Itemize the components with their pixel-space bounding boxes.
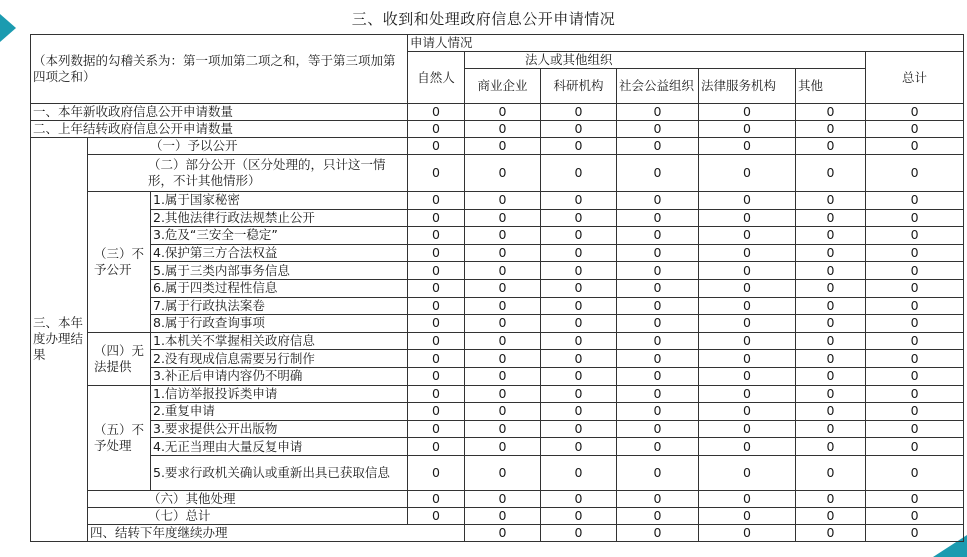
- value-cell: 0: [796, 121, 866, 138]
- value-cell: 0: [408, 155, 465, 192]
- value-cell: 0: [699, 507, 796, 524]
- row-label: 4.保护第三方合法权益: [151, 244, 408, 262]
- row-label: （一）予以公开: [88, 138, 408, 155]
- value-cell: 0: [541, 332, 617, 350]
- table-row: [31, 490, 964, 507]
- table-row: [31, 507, 964, 524]
- report-table: [30, 34, 964, 542]
- row-label: 二、上年结转政府信息公开申请数量: [31, 121, 408, 138]
- value-cell: 0: [408, 297, 465, 315]
- value-cell: 0: [866, 350, 964, 368]
- value-cell: 0: [465, 155, 541, 192]
- value-cell: 0: [866, 403, 964, 421]
- value-cell: 0: [699, 438, 796, 456]
- row-label: 2.其他法律行政法规禁止公开: [151, 209, 408, 227]
- value-cell: 0: [617, 455, 699, 490]
- value-cell: 0: [796, 138, 866, 155]
- value-cell: 0: [541, 121, 617, 138]
- table-row: [31, 209, 964, 227]
- table-row: [31, 332, 964, 350]
- group-label-not-processed: （五）不予处理: [88, 385, 151, 490]
- value-cell: 0: [465, 507, 541, 524]
- value-cell: 0: [408, 209, 465, 227]
- value-cell: 0: [699, 155, 796, 192]
- value-cell: 0: [866, 104, 964, 121]
- value-cell: 0: [541, 420, 617, 438]
- value-cell: 0: [408, 455, 465, 490]
- value-cell: 0: [465, 209, 541, 227]
- value-cell: 0: [866, 155, 964, 192]
- value-cell: 0: [617, 262, 699, 280]
- header-note: （本列数据的勾稽关系为：第一项加第二项之和，等于第三项加第四项之和）: [31, 35, 408, 104]
- value-cell: 0: [866, 438, 964, 456]
- value-cell: 0: [541, 490, 617, 507]
- value-cell: 0: [408, 279, 465, 297]
- value-cell: 0: [408, 315, 465, 333]
- value-cell: 0: [796, 455, 866, 490]
- value-cell: 0: [617, 403, 699, 421]
- value-cell: 0: [465, 438, 541, 456]
- value-cell: 0: [408, 385, 465, 403]
- table-row: [31, 297, 964, 315]
- value-cell: 0: [408, 403, 465, 421]
- value-cell: 0: [796, 367, 866, 385]
- value-cell: 0: [796, 315, 866, 333]
- value-cell: 0: [465, 244, 541, 262]
- value-cell: 0: [796, 227, 866, 245]
- value-cell: 0: [617, 524, 699, 541]
- row-label: 1.属于国家秘密: [151, 192, 408, 210]
- row-label: 5.要求行政机关确认或重新出具已获取信息: [151, 455, 408, 490]
- row-label: 4.无正当理由大量反复申请: [151, 438, 408, 456]
- value-cell: 0: [465, 490, 541, 507]
- value-cell: 0: [796, 262, 866, 280]
- value-cell: 0: [408, 262, 465, 280]
- value-cell: 0: [408, 138, 465, 155]
- value-cell: 0: [617, 244, 699, 262]
- value-cell: 0: [541, 367, 617, 385]
- value-cell: 0: [699, 315, 796, 333]
- value-cell: 0: [866, 524, 964, 541]
- value-cell: 0: [465, 455, 541, 490]
- row-label: 8.属于行政查询事项: [151, 315, 408, 333]
- value-cell: 0: [465, 227, 541, 245]
- row-label: 3.要求提供公开出版物: [151, 420, 408, 438]
- header-applicant: 申请人情况: [408, 35, 964, 52]
- value-cell: 0: [866, 507, 964, 524]
- table-row: [31, 385, 964, 403]
- value-cell: 0: [465, 262, 541, 280]
- value-cell: 0: [866, 121, 964, 138]
- value-cell: 0: [617, 155, 699, 192]
- table-row: [31, 438, 964, 456]
- value-cell: 0: [699, 121, 796, 138]
- value-cell: 0: [465, 279, 541, 297]
- value-cell: 0: [617, 420, 699, 438]
- value-cell: 0: [408, 227, 465, 245]
- value-cell: 0: [541, 350, 617, 368]
- row-label: 2.没有现成信息需要另行制作: [151, 350, 408, 368]
- value-cell: 0: [408, 350, 465, 368]
- value-cell: 0: [541, 155, 617, 192]
- table-row: [31, 192, 964, 210]
- value-cell: 0: [796, 192, 866, 210]
- table-row: [31, 227, 964, 245]
- value-cell: 0: [408, 244, 465, 262]
- header-natural-person: 自然人: [408, 52, 465, 104]
- value-cell: 0: [408, 367, 465, 385]
- value-cell: 0: [465, 332, 541, 350]
- value-cell: 0: [541, 455, 617, 490]
- value-cell: 0: [408, 507, 465, 524]
- header-legal-group: 法人或其他组织: [465, 52, 866, 69]
- value-cell: 0: [465, 297, 541, 315]
- value-cell: 0: [699, 104, 796, 121]
- value-cell: 0: [796, 524, 866, 541]
- table-row: [31, 524, 964, 541]
- header-col: 法律服务机构: [699, 69, 796, 104]
- value-cell: 0: [866, 332, 964, 350]
- value-cell: 0: [541, 507, 617, 524]
- value-cell: 0: [796, 438, 866, 456]
- value-cell: 0: [699, 385, 796, 403]
- value-cell: 0: [541, 262, 617, 280]
- value-cell: 0: [699, 403, 796, 421]
- row-label: 7.属于行政执法案卷: [151, 297, 408, 315]
- value-cell: 0: [617, 385, 699, 403]
- table-row: [31, 138, 964, 155]
- value-cell: 0: [699, 420, 796, 438]
- value-cell: 0: [617, 507, 699, 524]
- table-row: [31, 350, 964, 368]
- value-cell: 0: [541, 315, 617, 333]
- row-label: 3.危及“三安全一稳定”: [151, 227, 408, 245]
- value-cell: 0: [699, 490, 796, 507]
- value-cell: 0: [541, 403, 617, 421]
- value-cell: 0: [699, 332, 796, 350]
- value-cell: 0: [699, 244, 796, 262]
- value-cell: 0: [866, 227, 964, 245]
- value-cell: 0: [866, 490, 964, 507]
- value-cell: 0: [699, 209, 796, 227]
- value-cell: 0: [699, 192, 796, 210]
- value-cell: 0: [465, 403, 541, 421]
- value-cell: 0: [796, 490, 866, 507]
- value-cell: 0: [796, 350, 866, 368]
- row-label: （二）部分公开（区分处理的，只计这一情形，不计其他情形）: [88, 155, 408, 192]
- value-cell: 0: [796, 507, 866, 524]
- header-col: 商业企业: [465, 69, 541, 104]
- row-label: （六）其他处理: [88, 490, 408, 507]
- value-cell: 0: [866, 420, 964, 438]
- table-row: [31, 367, 964, 385]
- value-cell: 0: [617, 227, 699, 245]
- value-cell: 0: [541, 524, 617, 541]
- value-cell: 0: [617, 438, 699, 456]
- table-row: [31, 121, 964, 138]
- value-cell: 0: [541, 227, 617, 245]
- table-row: [31, 420, 964, 438]
- value-cell: 0: [699, 297, 796, 315]
- value-cell: 0: [465, 121, 541, 138]
- value-cell: 0: [796, 244, 866, 262]
- value-cell: 0: [617, 367, 699, 385]
- value-cell: 0: [408, 420, 465, 438]
- value-cell: 0: [408, 121, 465, 138]
- row-label: 3.补正后申请内容仍不明确: [151, 367, 408, 385]
- value-cell: 0: [465, 138, 541, 155]
- value-cell: 0: [541, 279, 617, 297]
- value-cell: 0: [866, 192, 964, 210]
- value-cell: 0: [408, 438, 465, 456]
- value-cell: 0: [465, 315, 541, 333]
- header-col: 其他: [796, 69, 866, 104]
- value-cell: 0: [465, 192, 541, 210]
- value-cell: 0: [465, 350, 541, 368]
- row-label: 2.重复申请: [151, 403, 408, 421]
- value-cell: 0: [796, 104, 866, 121]
- value-cell: 0: [699, 524, 796, 541]
- value-cell: 0: [617, 490, 699, 507]
- value-cell: 0: [796, 209, 866, 227]
- row-label: 1.本机关不掌握相关政府信息: [151, 332, 408, 350]
- value-cell: 0: [541, 192, 617, 210]
- value-cell: 0: [541, 244, 617, 262]
- value-cell: 0: [866, 455, 964, 490]
- value-cell: 0: [541, 438, 617, 456]
- value-cell: 0: [541, 297, 617, 315]
- value-cell: 0: [699, 138, 796, 155]
- table-row: [31, 262, 964, 280]
- value-cell: 0: [866, 367, 964, 385]
- value-cell: 0: [699, 279, 796, 297]
- row-label: 6.属于四类过程性信息: [151, 279, 408, 297]
- value-cell: 0: [541, 385, 617, 403]
- value-cell: 0: [617, 138, 699, 155]
- table-row: [31, 403, 964, 421]
- value-cell: 0: [796, 155, 866, 192]
- table-row: [31, 155, 964, 192]
- table-row: [31, 244, 964, 262]
- value-cell: 0: [866, 138, 964, 155]
- header-total: 总计: [866, 52, 964, 104]
- value-cell: 0: [796, 332, 866, 350]
- row-label: 1.信访举报投诉类申请: [151, 385, 408, 403]
- value-cell: 0: [866, 262, 964, 280]
- row-label: 一、本年新收政府信息公开申请数量: [31, 104, 408, 121]
- value-cell: 0: [796, 420, 866, 438]
- value-cell: 0: [866, 315, 964, 333]
- value-cell: 0: [408, 192, 465, 210]
- value-cell: 0: [796, 297, 866, 315]
- value-cell: 0: [541, 209, 617, 227]
- header-col: 社会公益组织: [617, 69, 699, 104]
- header-col: 科研机构: [541, 69, 617, 104]
- value-cell: 0: [617, 279, 699, 297]
- value-cell: 0: [699, 262, 796, 280]
- value-cell: 0: [408, 490, 465, 507]
- value-cell: 0: [796, 385, 866, 403]
- value-cell: 0: [866, 244, 964, 262]
- value-cell: 0: [541, 104, 617, 121]
- value-cell: 0: [465, 524, 541, 541]
- value-cell: 0: [617, 209, 699, 227]
- value-cell: 0: [796, 279, 866, 297]
- value-cell: 0: [866, 385, 964, 403]
- value-cell: 0: [866, 209, 964, 227]
- value-cell: 0: [465, 104, 541, 121]
- value-cell: 0: [617, 332, 699, 350]
- group-label-unavailable: （四）无法提供: [88, 332, 151, 385]
- group-label-results: 三、本年度办理结果: [31, 138, 88, 542]
- row-label: （七）总计: [88, 507, 408, 524]
- value-cell: 0: [699, 367, 796, 385]
- value-cell: 0: [617, 315, 699, 333]
- value-cell: 0: [796, 403, 866, 421]
- value-cell: 0: [866, 297, 964, 315]
- table-row: [31, 104, 964, 121]
- value-cell: 0: [465, 367, 541, 385]
- value-cell: 0: [617, 297, 699, 315]
- value-cell: 0: [465, 385, 541, 403]
- value-cell: 0: [617, 104, 699, 121]
- value-cell: 0: [617, 350, 699, 368]
- page-title: 三、收到和处理政府信息公开申请情况: [351, 10, 616, 28]
- value-cell: 0: [617, 192, 699, 210]
- row-label: 5.属于三类内部事务信息: [151, 262, 408, 280]
- value-cell: 0: [465, 420, 541, 438]
- value-cell: 0: [699, 350, 796, 368]
- value-cell: 0: [866, 279, 964, 297]
- value-cell: 0: [699, 455, 796, 490]
- table-row: [31, 455, 964, 490]
- table-row: [31, 315, 964, 333]
- row-label: 四、结转下年度继续办理: [88, 524, 465, 541]
- value-cell: 0: [408, 332, 465, 350]
- value-cell: 0: [617, 121, 699, 138]
- value-cell: 0: [541, 138, 617, 155]
- group-label-withheld: （三）不予公开: [88, 192, 151, 333]
- value-cell: 0: [699, 227, 796, 245]
- value-cell: 0: [408, 104, 465, 121]
- table-row: [31, 279, 964, 297]
